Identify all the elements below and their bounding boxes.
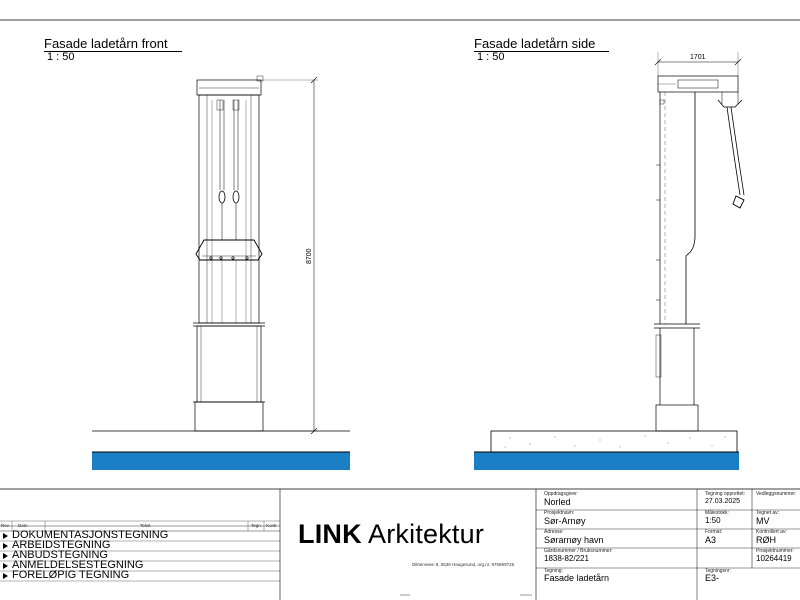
format-value: A3 — [705, 535, 717, 545]
front-water — [92, 452, 350, 470]
project-name-value: Sør-Arnøy — [544, 516, 586, 526]
logo-bold: LINK — [298, 519, 362, 549]
checked-by-label: Kontrollert av: — [756, 529, 787, 535]
rev-header-date: Dato — [18, 523, 28, 528]
company-logo — [298, 518, 484, 550]
stage-application: ANMELDELSESTEGNING — [12, 559, 144, 571]
drawn-by-value: MV — [756, 516, 770, 526]
project-number-value: 10264419 — [756, 554, 792, 563]
property-label: Gårdsnummer / Bruksnummer: — [544, 548, 613, 554]
property-value: 1838-82/221 — [544, 554, 589, 563]
stage-tender: ANBUDSTEGNING — [12, 549, 108, 561]
drawing-number-value: E3- — [705, 573, 720, 583]
logo-regular: Arkitektur — [368, 519, 485, 549]
stage-documentation: DOKUMENTASJONSTEGNING — [12, 529, 169, 541]
side-view-scale: 1 : 50 — [477, 51, 505, 63]
rev-header-checked: Kontr — [266, 523, 277, 528]
front-view-title: Fasade ladetårn front — [44, 37, 182, 51]
front-elevation — [92, 76, 350, 470]
rev-header-drawn: Tegn — [251, 523, 261, 528]
created-value: 27.03.2025 — [705, 498, 741, 505]
company-address: Dikterveien 8, 5538 Haugesund, org.nr. 975999726 — [412, 562, 515, 567]
scale-value: 1:50 — [705, 516, 721, 525]
checked-by-value: RØH — [756, 535, 776, 545]
rev-header-text: Tekst — [140, 523, 151, 528]
stage-preliminary: FORELØPIG TEGNING — [12, 569, 130, 581]
side-view-title: Fasade ladetårn side — [474, 37, 609, 51]
front-height-dimension: 8700 — [306, 248, 313, 264]
drawing-value: Fasade ladetårn — [544, 573, 610, 583]
side-elevation — [474, 52, 744, 470]
client-label: Oppdragsgiver: — [544, 491, 579, 497]
project-name-label: Prosjektnavn: — [544, 510, 575, 516]
drawn-by-label: Tegnet av: — [756, 510, 780, 516]
side-width-dimension: 1701 — [690, 54, 706, 61]
side-water — [474, 452, 739, 470]
stage-working: ARBEIDSTEGNING — [12, 539, 111, 551]
scale-label: Målestokk: — [705, 510, 729, 516]
project-number-label: Prosjektnummer: — [756, 548, 794, 554]
format-label: Format: — [705, 529, 723, 535]
attachment-label: Vedleggsnummer: — [756, 491, 797, 497]
address-value: Sørarnøy havn — [544, 535, 604, 545]
created-label: Tegning opprettet: — [705, 491, 746, 497]
drawing-label: Tegning: — [544, 568, 563, 574]
drawing-number-label: Tegningsnr: — [705, 568, 731, 574]
client-value: Norled — [544, 497, 571, 507]
rev-header-rev: Rev — [1, 523, 10, 528]
front-view-scale: 1 : 50 — [47, 51, 75, 63]
address-label: Adresse: — [544, 529, 564, 535]
